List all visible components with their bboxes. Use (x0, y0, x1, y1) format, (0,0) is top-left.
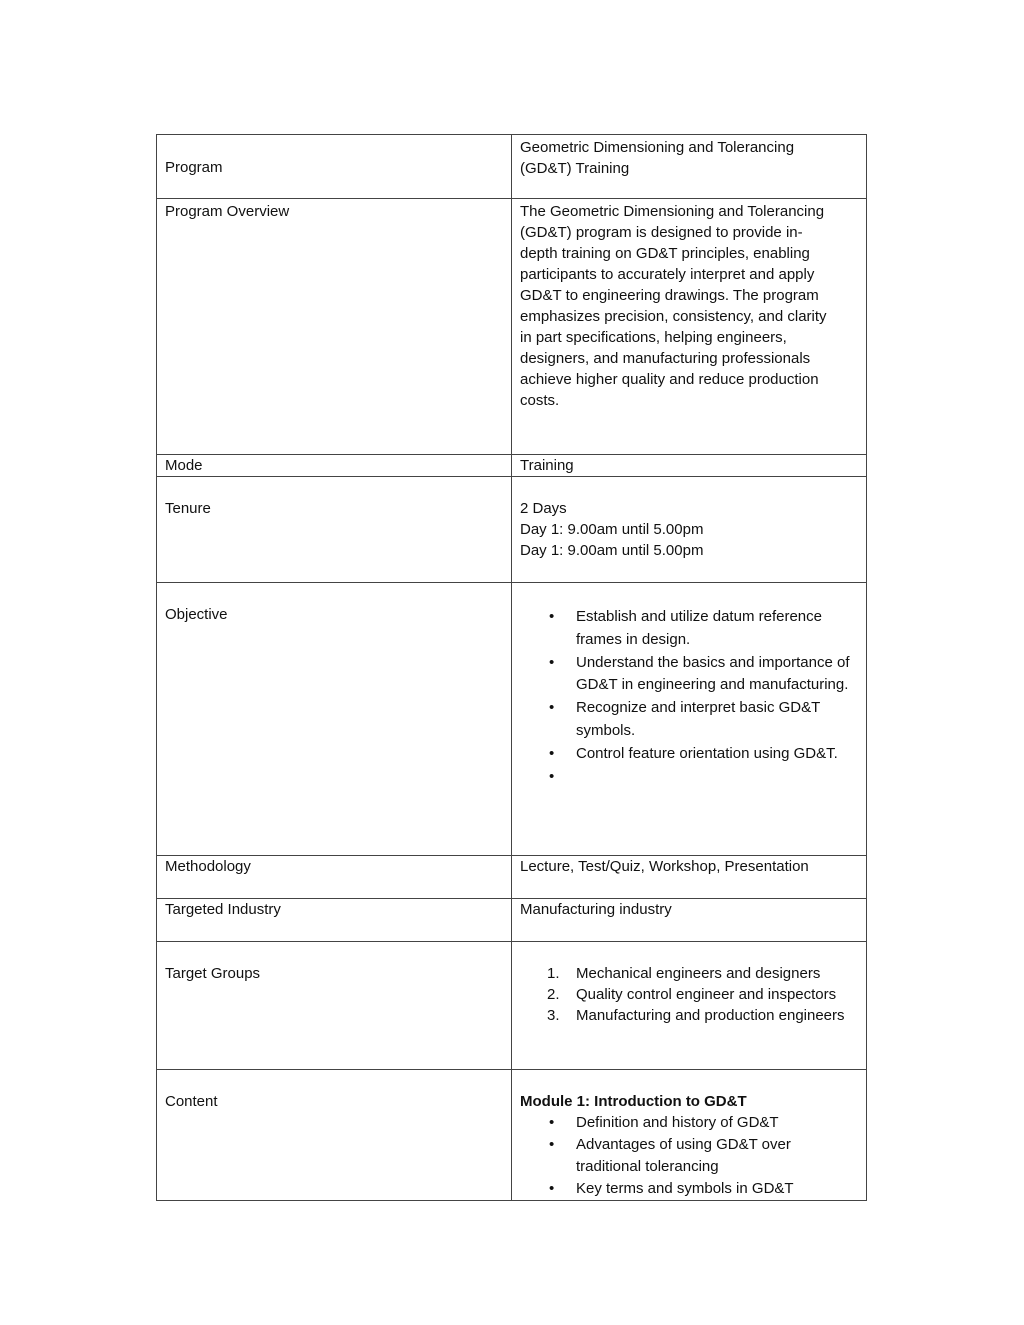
list-item: • Recognize and interpret basic GD&T symbols. (576, 697, 858, 743)
table-row-industry (157, 899, 867, 942)
overview-line: in part specifications, helping engineers, (520, 329, 787, 346)
value-tenure (512, 477, 867, 583)
list-item (547, 984, 858, 1005)
overview-line: depth training on GD&T principles, enabling (520, 245, 810, 262)
label-methodology: Methodology (157, 856, 512, 899)
table-row-content (157, 1070, 867, 1201)
overview-line: achieve higher quality and reduce production (520, 371, 819, 388)
overview-line: designers, and manufacturing professionals (520, 350, 811, 367)
table-row-tenure (157, 477, 867, 583)
list-item: • Definition and history of GD&T (576, 1112, 858, 1134)
value-objective (512, 583, 867, 856)
overview-line: costs. (520, 392, 560, 409)
list-item: • Key terms and symbols in GD&T (576, 1178, 858, 1200)
overview-line: participants to accurately interpret and apply (520, 266, 815, 283)
program-info-table (156, 134, 867, 1201)
label-program-overview: Program Overview (157, 199, 512, 455)
list-item: • Advantages of using GD&T over traditional tolerancing (576, 1134, 858, 1178)
list-item (576, 766, 858, 789)
list-item-text: Mechanical engineers and designers (576, 965, 821, 982)
label-mode: Mode (157, 455, 512, 477)
value-targeted-industry: Manufacturing industry (512, 899, 867, 942)
module-title: Module 1: Introduction to GD&T (520, 1093, 747, 1110)
tenure-line: 2 Days (520, 500, 567, 517)
value-methodology: Lecture, Test/Quiz, Workshop, Presentation (512, 856, 867, 899)
label-objective: Objective (157, 583, 512, 856)
list-number: 2. (547, 986, 560, 1003)
overview-line: The Geometric Dimensioning and Tolerancing (520, 203, 825, 220)
table-row-program (157, 135, 867, 199)
list-item: • Control feature orientation using GD&T. (576, 743, 858, 766)
value-program-line: (GD&T) Training (520, 160, 630, 177)
tenure-line: Day 1: 9.00am until 5.00pm (520, 542, 704, 559)
list-item (547, 1005, 858, 1026)
label-content: Content (157, 1070, 512, 1201)
table-row-target-groups (157, 942, 867, 1070)
label-targeted-industry: Targeted Industry (157, 899, 512, 942)
overview-line: GD&T to engineering drawings. The program (520, 287, 819, 304)
value-target-groups (512, 942, 867, 1070)
value-content (512, 1070, 867, 1201)
table-row-methodology (157, 856, 867, 899)
content-list (520, 1112, 858, 1200)
overview-line: (GD&T) program is designed to provide in- (520, 224, 803, 241)
target-groups-list (520, 963, 858, 1026)
label-program: Program (157, 135, 512, 199)
value-program-line: Geometric Dimensioning and Tolerancing (520, 139, 795, 156)
list-item-text: Quality control engineer and inspectors (576, 986, 837, 1003)
table-row-objective (157, 583, 867, 856)
label-target-groups: Target Groups (157, 942, 512, 1070)
list-item: • Understand the basics and importance of GD&T in engineering and manufacturing. (576, 652, 858, 698)
overview-line: emphasizes precision, consistency, and clarity (520, 308, 827, 325)
value-program-overview (512, 199, 867, 455)
list-number: 3. (547, 1007, 560, 1024)
value-program (512, 135, 867, 199)
table-row-overview (157, 199, 867, 455)
tenure-line: Day 1: 9.00am until 5.00pm (520, 521, 704, 538)
value-mode: Training (512, 455, 867, 477)
list-item (547, 963, 858, 984)
list-item-text: Manufacturing and production engineers (576, 1007, 845, 1024)
table-row-mode (157, 455, 867, 477)
label-tenure: Tenure (157, 477, 512, 583)
list-number: 1. (547, 965, 560, 982)
list-item: • Establish and utilize datum reference frames in design. (576, 606, 858, 652)
objective-list (520, 606, 858, 788)
